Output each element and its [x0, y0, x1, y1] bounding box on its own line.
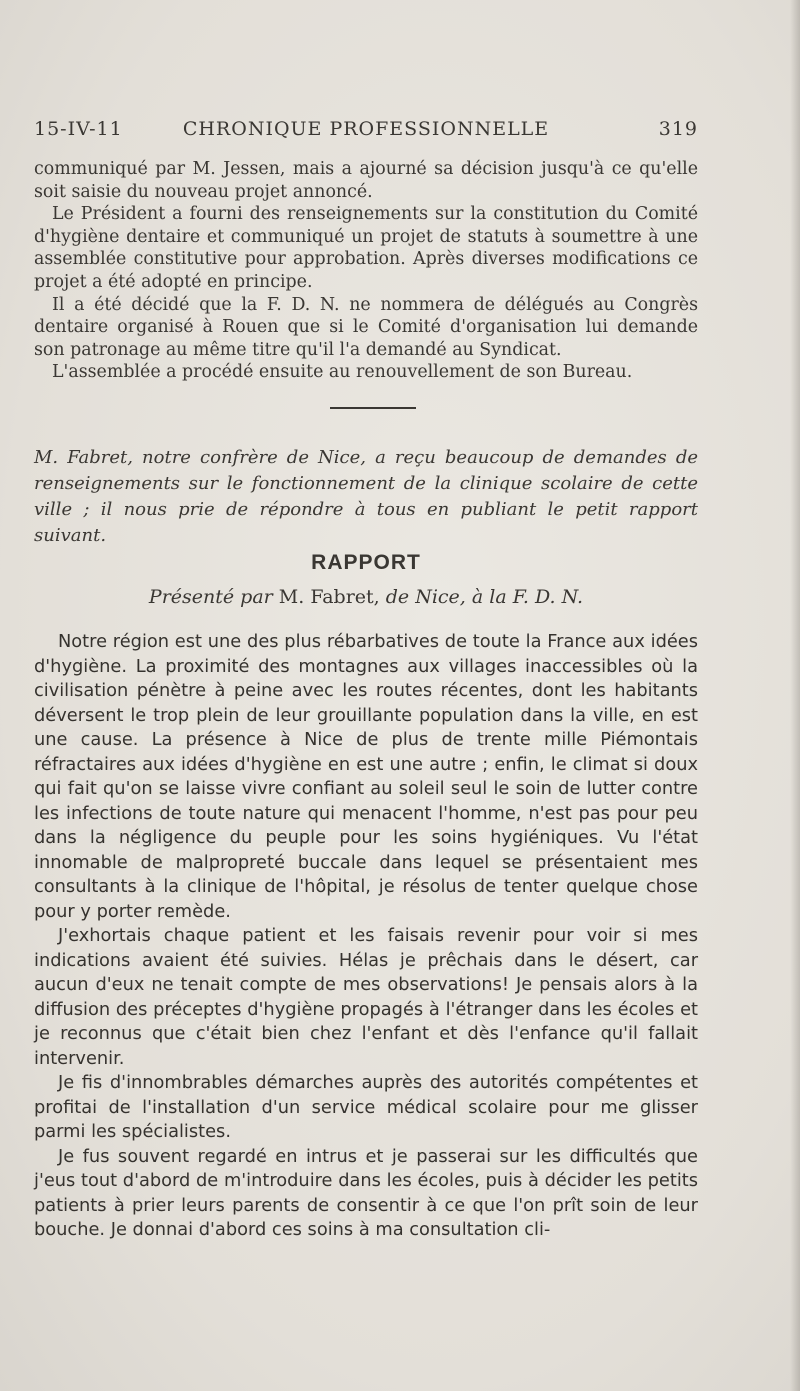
paragraph: Je fis d'innombrables démarches auprès des autorités compétentes et profitai de l'installation d'un service médical scolaire pour me glisser parmi les spécialistes.: [34, 1072, 698, 1142]
paragraph: Le Président a fourni des renseignements sur la constitution du Comité d'hygiène dentaire et communiqué un projet de statuts à soumettre à une assemblée constitutive pour approbation. Après diverses modifications ce projet a été adopté en principe.: [34, 204, 698, 292]
paragraph: Notre région est une des plus rébarbatives de toute la France aux idées d'hygiène. La proximité des montagnes aux villages inaccessibles où la civilisation pénètre à peine avec les routes récentes, dont les habitants déversent le trop plein de leur grouillante population dans la ville, en est une cause. La présence à Nice de plus de trente mille Piémontais réfractaires aux idées d'hygiène en est une autre ; enfin, le climat si doux qui fait qu'on se laisse vivre confiant au soleil seul le soin de lutter contre les infections de toute nature qui menacent l'homme, n'est pas pour peu dans la négligence du peuple pour les soins hygiéniques. Vu l'état innomable de malpropreté buccale dans lequel se présentaient mes consultants à la clinique de l'hôpital, je résolus de tenter quelque chose pour y porter remède.: [34, 631, 698, 922]
section-divider: [330, 407, 416, 409]
editorial-note: M. Fabret, notre confrère de Nice, a reçu beaucoup de demandes de renseignements sur le fonctionnement de la clinique scolaire de cette ville ; il nous prie de répondre à tous en publiant le petit rapport suivant.: [34, 447, 698, 546]
author-name: M. Fabret,: [278, 586, 380, 608]
section-title: CHRONIQUE PROFESSIONNELLE: [182, 118, 550, 140]
paragraph: Je fus souvent regardé en intrus et je passerai sur les difficultés que j'eus tout d'abord de m'introduire dans les écoles, puis à décider les petits patients à prier leurs parents de consentir à ce que l'on prît soin de leur bouche. Je donnai d'abord ces soins à ma consultation cli-: [34, 1145, 698, 1240]
report-body: [34, 630, 698, 1243]
page-number: 319: [658, 118, 698, 140]
paragraph: Il a été décidé que la F. D. N. ne nommera de délégués au Congrès dentaire organisé à Rouen que si le Comité d'organisation lui demande son patronage au même titre qu'il l'a demandé au Syndicat.: [34, 294, 698, 360]
subtitle-prefix: Présenté par: [148, 586, 273, 608]
paragraph: J'exhortais chaque patient et les faisais revenir pour voir si mes indications avaient été suivies. Hélas je prêchais dans le désert, car aucun d'eux ne tenait compte de mes observations! Je pensais alors à la diffusion des préceptes d'hygiène propagés à l'étranger dans les écoles et je reconnus que c'était bien chez l'enfant et dès l'enfance qu'il fallait intervenir.: [34, 925, 698, 1069]
subtitle-suffix: de Nice, à la F. D. N.: [385, 586, 584, 608]
report-title: RAPPORT: [311, 551, 421, 574]
paragraph: L'assemblée a procédé ensuite au renouvellement de son Bureau.: [52, 362, 633, 383]
report-subtitle: [34, 586, 698, 608]
issue-date: 15-IV-11: [34, 118, 123, 140]
page-edge-shadow: [790, 0, 800, 1391]
paragraph: communiqué par M. Jessen, mais a ajourné sa décision jusqu'à ce qu'elle soit saisie du nouveau projet annoncé.: [34, 159, 698, 202]
running-header: [34, 118, 698, 146]
top-text-block: [34, 158, 698, 384]
